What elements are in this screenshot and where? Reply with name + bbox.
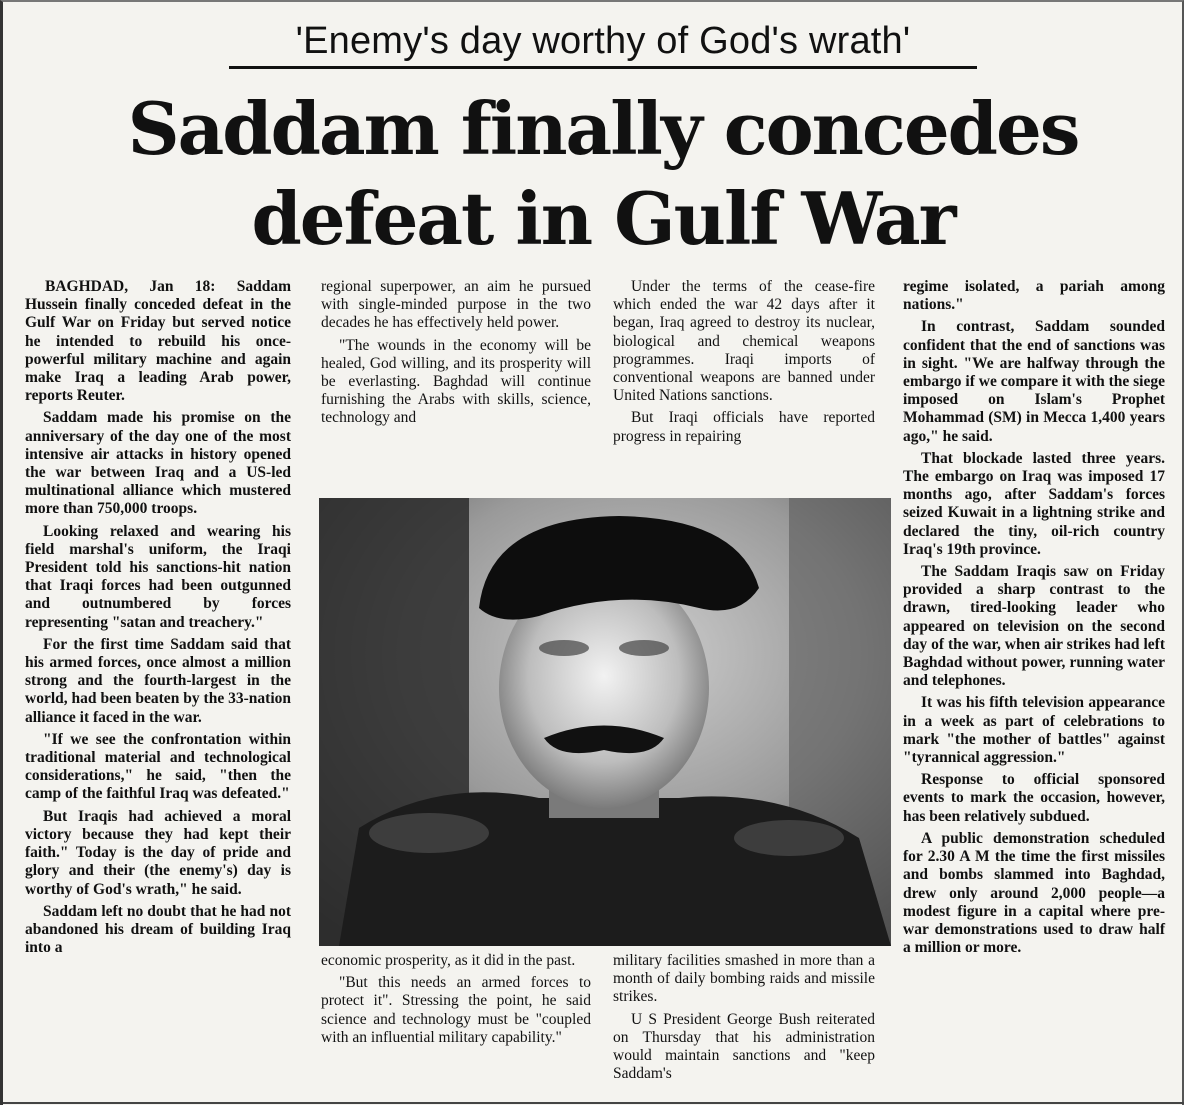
paragraph: But Iraqi officials have reported progress in repairing — [613, 409, 875, 445]
paragraph: military facilities smashed in more than a month of daily bombing raids and missile strikes. — [613, 952, 875, 1006]
article-column-2-bottom — [321, 952, 591, 1051]
news-photo — [319, 498, 891, 946]
paragraph: "If we see the confrontation within traditional material and technological considerations," he said, "then the camp of the faithful Iraq was defeated." — [25, 730, 291, 803]
paragraph: Saddam left no doubt that he had not abandoned his dream of building Iraq into a — [25, 902, 291, 957]
headline-line-1: Saddam finally concedes — [127, 86, 1079, 171]
headline-line-2: defeat in Gulf War — [251, 176, 955, 261]
paragraph: Under the terms of the cease-fire which ended the war 42 days after it began, Iraq agreed to destroy its nuclear, biological and chemical weapons programmes. Iraqi imports of conventional weapons are banned under United Nations sanctions. — [613, 278, 875, 405]
paragraph: It was his fifth television appearance in a week as part of celebrations to mark "the mother of battles" against "tyrannical aggression." — [903, 694, 1165, 767]
paragraph: regime isolated, a pariah among nations." — [903, 278, 1165, 314]
paragraph: regional superpower, an aim he pursued with single-minded purpose in the two decades he has effectively held power. — [321, 278, 591, 332]
paragraph: Saddam made his promise on the anniversary of the day one of the most intensive air attacks in history opened the war between Iraq and a US-led multinational alliance which mustered more than 750,000 troops. — [25, 409, 291, 518]
paragraph: Looking relaxed and wearing his field marshal's uniform, the Iraqi President told his sanctions-hit nation that Iraqi forces had been outgunned and outnumbered by forces representing "satan and treachery." — [25, 522, 291, 631]
article-column-4 — [903, 278, 1165, 961]
paragraph: U S President George Bush reiterated on Thursday that his administration would maintain sanctions and "keep Saddam's — [613, 1010, 875, 1083]
paragraph: For the first time Saddam said that his armed forces, once almost a million strong and the fourth-largest in the world, had been beaten by the 33-nation alliance it faced in the war. — [25, 635, 291, 726]
paragraph: Response to official sponsored events to mark the occasion, however, has been relatively subdued. — [903, 771, 1165, 825]
paragraph: The Saddam Iraqis saw on Friday provided a sharp contrast to the drawn, tired-looking leader who appeared on television on the second day of the war, when air strikes had left Baghdad without power, running water and telephones. — [903, 563, 1165, 690]
article-column-3-top — [613, 278, 875, 450]
main-headline — [33, 84, 1173, 264]
bottom-rule — [3, 1102, 1184, 1104]
paragraph: BAGHDAD, Jan 18: Saddam Hussein finally conceded defeat in the Gulf War on Friday but served notice he intended to rebuild his once-powerful military machine and again make Iraq a leading Arab power, reports Reuter. — [25, 278, 291, 405]
article-column-2-top — [321, 278, 591, 432]
kicker-headline: 'Enemy's day worthy of God's wrath' — [229, 16, 977, 69]
article-column-3-bottom — [613, 952, 875, 1087]
paragraph: "The wounds in the economy will be healed, God willing, and its prosperity will be everlasting. Baghdad will continue furnishing the Arabs with skills, science, technology and — [321, 336, 591, 427]
paragraph: But Iraqis had achieved a moral victory because they had kept their faith." Today is the day of pride and glory and their (the enemy's) day is worthy of God's wrath," he said. — [25, 807, 291, 898]
paragraph: "But this needs an armed forces to protect it". Stressing the point, he said science and technology must be "coupled with an influential military capability." — [321, 974, 591, 1046]
paragraph: In contrast, Saddam sounded confident that the end of sanctions was in sight. "We are halfway through the embargo if we compare it with the siege imposed on Islam's Prophet Mohammad (SM) in Mecca 1,400 years ago," he said. — [903, 318, 1165, 445]
portrait-photo-graphic — [319, 498, 891, 946]
article-column-1 — [25, 278, 291, 961]
paragraph: economic prosperity, as it did in the past. — [321, 952, 576, 969]
paragraph: A public demonstration scheduled for 2.30 A M the time the first missiles and bombs slammed into Baghdad, drew only around 2,000 people—a modest figure in a capital where pre-war demonstrations used to draw half a million or more. — [903, 829, 1165, 957]
paragraph: That blockade lasted three years. The embargo on Iraq was imposed 17 months ago, after Saddam's forces seized Kuwait in a lightning strike and declared the tiny, oil-rich country Iraq's 19th province. — [903, 449, 1165, 558]
